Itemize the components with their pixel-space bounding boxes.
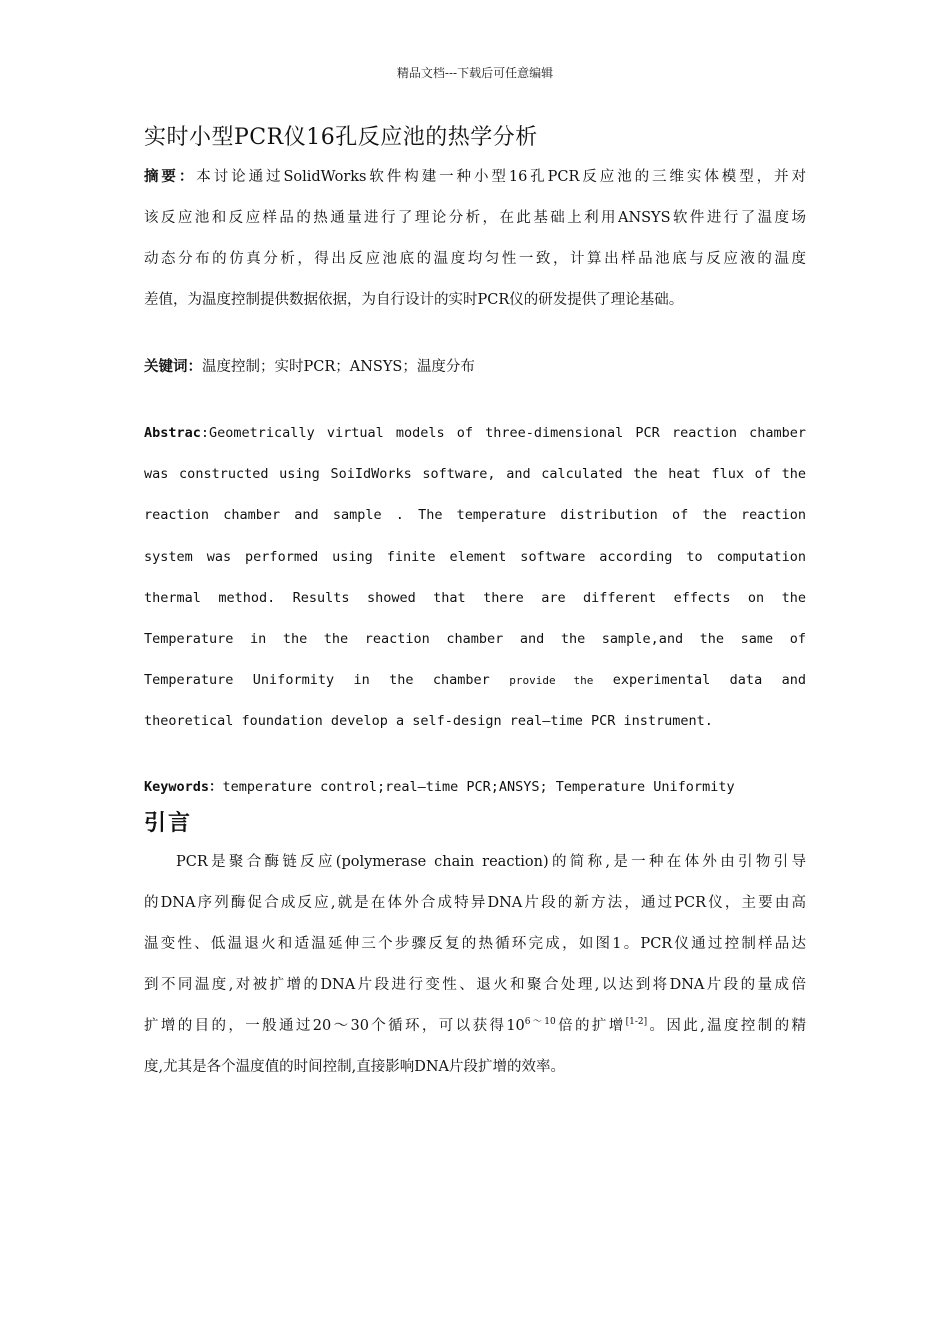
superscript-exponent: 6～10 <box>524 1017 556 1027</box>
abstract-en-line: was constructed using SoiIdWorks software, and calculated the heat flux of the <box>144 466 806 483</box>
keywords-en-text: temperature control;real—time PCR;ANSYS; Temperature Uniformity <box>222 779 735 795</box>
abstract-en-line: theoretical foundation develop a self-design real—time PCR instrument. <box>144 713 713 730</box>
header-note: 精品文档---下载后可任意编辑 <box>396 66 554 80</box>
abstract-en-line: Temperature Uniformity in the chamber provide the experimental data and <box>144 672 806 689</box>
abstract-cn-text: 本讨论通过SolidWorks软件构建一种小型16孔PCR反应池的三维实体模型，并对 <box>196 169 807 185</box>
abstract-en <box>144 418 806 748</box>
keywords-cn-text: 温度控制；实时PCR；ANSYS；温度分布 <box>202 359 475 375</box>
keywords-en <box>144 772 806 802</box>
intro-line: 扩增的目的，一般通过20～30个循环，可以获得$10^{6\sim 10}$倍的扩增[1-2]。因此,温度控制的精 <box>144 1017 807 1034</box>
abstract-cn-label: 摘要： <box>144 169 197 185</box>
section-heading-intro: 引言 <box>144 811 193 836</box>
abstract-en-label: Abstrac <box>144 425 201 441</box>
keywords-en-label: Keywords： <box>144 779 223 795</box>
abstract-en-line: Abstrac:Geometrically virtual models of three-dimensional PCR reaction chamber <box>144 425 806 441</box>
abstract-cn <box>144 162 806 326</box>
abstract-cn-line: 该反应池和反应样品的热通量进行了理论分析，在此基础上利用ANSYS软件进行了温度场 <box>144 210 806 226</box>
intro-body <box>144 847 806 1093</box>
keywords-cn <box>144 352 806 382</box>
abstract-en-line: reaction chamber and sample . The temperature distribution of the reaction <box>144 507 806 524</box>
intro-line: PCR是聚合酶链反应(polymerase chain reaction)的简称,是一种在体外由引物引导 <box>176 854 806 870</box>
intro-line: 温变性、低温退火和适温延伸三个步骤反复的热循环完成，如图1。PCR仪通过控制样品达 <box>144 936 806 952</box>
keywords-cn-label: 关键词： <box>144 359 202 375</box>
abstract-en-line: system was performed using finite element software according to computation <box>144 548 806 565</box>
intro-line: 度,尤其是各个温度值的时间控制,直接影响DNA片段扩增的效率。 <box>144 1059 566 1075</box>
intro-line: 的DNA序列酶促合成反应,就是在体外合成特异DNA片段的新方法，通过PCR仪，主要由高 <box>144 895 806 911</box>
abstract-en-line: Temperature in the the reaction chamber and the sample,and the same of <box>144 630 806 647</box>
intro-line: 到不同温度,对被扩增的DNA片段进行变性、退火和聚合处理,以达到将DNA片段的量成倍 <box>144 977 806 993</box>
paper-title: 实时小型PCR仪16孔反应池的热学分析 <box>144 125 538 150</box>
abstract-cn-line: 动态分布的仿真分析，得出反应池底的温度均匀性一致，计算出样品池底与反应液的温度 <box>144 251 806 267</box>
abstract-cn-line <box>144 162 806 203</box>
citation-ref[interactable]: [1-2] <box>625 1017 648 1027</box>
abstract-en-line: thermal method. Results showed that there are different effects on the <box>144 589 806 606</box>
abstract-cn-line: 差值，为温度控制提供数据依据，为自行设计的实时PCR仪的研发提供了理论基础。 <box>144 292 684 308</box>
